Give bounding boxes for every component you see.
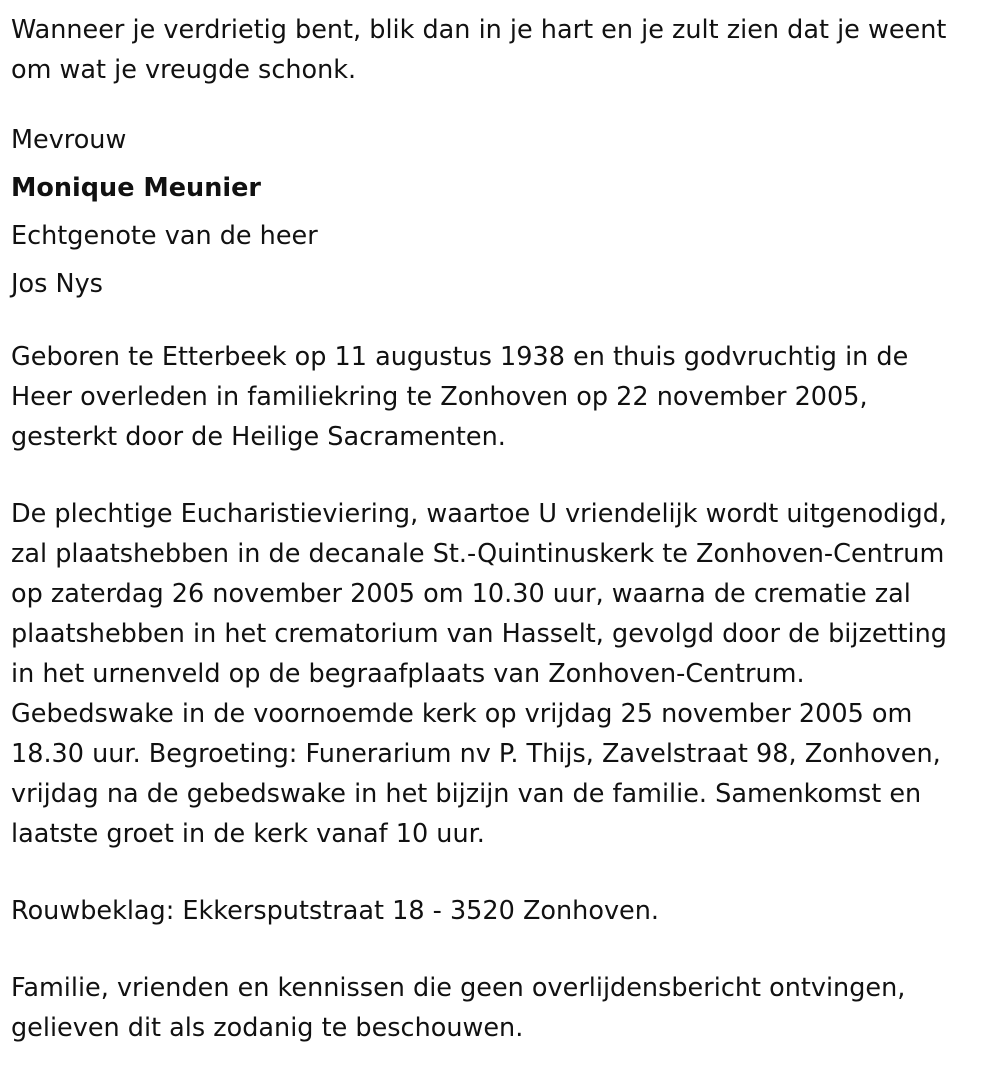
- notice-line: Familie, vrienden en kennissen die geen overlijdensbericht ontvingen,: [11, 973, 906, 1003]
- ceremony-paragraph: [11, 494, 1000, 854]
- motto-line: Wanneer je verdrietig bent, blik dan in je hart en je zult zien dat je weent: [11, 15, 947, 45]
- relation-text: Echtgenote van de heer: [11, 221, 318, 251]
- condolence-address: Rouwbeklag: Ekkersputstraat 18 - 3520 Zonhoven.: [11, 896, 659, 926]
- ceremony-line: Gebedswake in de voornoemde kerk op vrijdag 25 november 2005 om: [11, 699, 913, 729]
- ceremony-line: zal plaatshebben in de decanale St.-Quintinuskerk te Zonhoven-Centrum: [11, 539, 945, 569]
- deceased-name: Monique Meunier: [11, 173, 261, 203]
- birth-death-line: gesterkt door de Heilige Sacramenten.: [11, 422, 506, 452]
- ceremony-line: in het urnenveld op de begraafplaats van Zonhoven-Centrum.: [11, 659, 805, 689]
- ceremony-line: plaatshebben in het crematorium van Hasselt, gevolgd door de bijzetting: [11, 619, 947, 649]
- notice-line: gelieven dit als zodanig te beschouwen.: [11, 1013, 524, 1043]
- ceremony-line: vrijdag na de gebedswake in het bijzijn van de familie. Samenkomst en: [11, 779, 922, 809]
- salutation: Mevrouw: [11, 125, 127, 155]
- condolence-paragraph: [11, 891, 1000, 931]
- ceremony-line: laatste groet in de kerk vanaf 10 uur.: [11, 819, 485, 849]
- ceremony-line: op zaterdag 26 november 2005 om 10.30 uur, waarna de crematie zal: [11, 579, 911, 609]
- birth-death-paragraph: [11, 337, 1000, 457]
- spouse-name: Jos Nys: [11, 269, 103, 299]
- ceremony-line: 18.30 uur. Begroeting: Funerarium nv P. Thijs, Zavelstraat 98, Zonhoven,: [11, 739, 941, 769]
- birth-death-line: Heer overleden in familiekring te Zonhoven op 22 november 2005,: [11, 382, 868, 412]
- motto-paragraph: [11, 10, 1000, 90]
- person-block: [11, 116, 1000, 308]
- notice-paragraph: [11, 968, 1000, 1048]
- birth-death-line: Geboren te Etterbeek op 11 augustus 1938 en thuis godvruchtig in de: [11, 342, 909, 372]
- ceremony-line: De plechtige Eucharistieviering, waartoe U vriendelijk wordt uitgenodigd,: [11, 499, 948, 529]
- motto-line: om wat je vreugde schonk.: [11, 55, 357, 85]
